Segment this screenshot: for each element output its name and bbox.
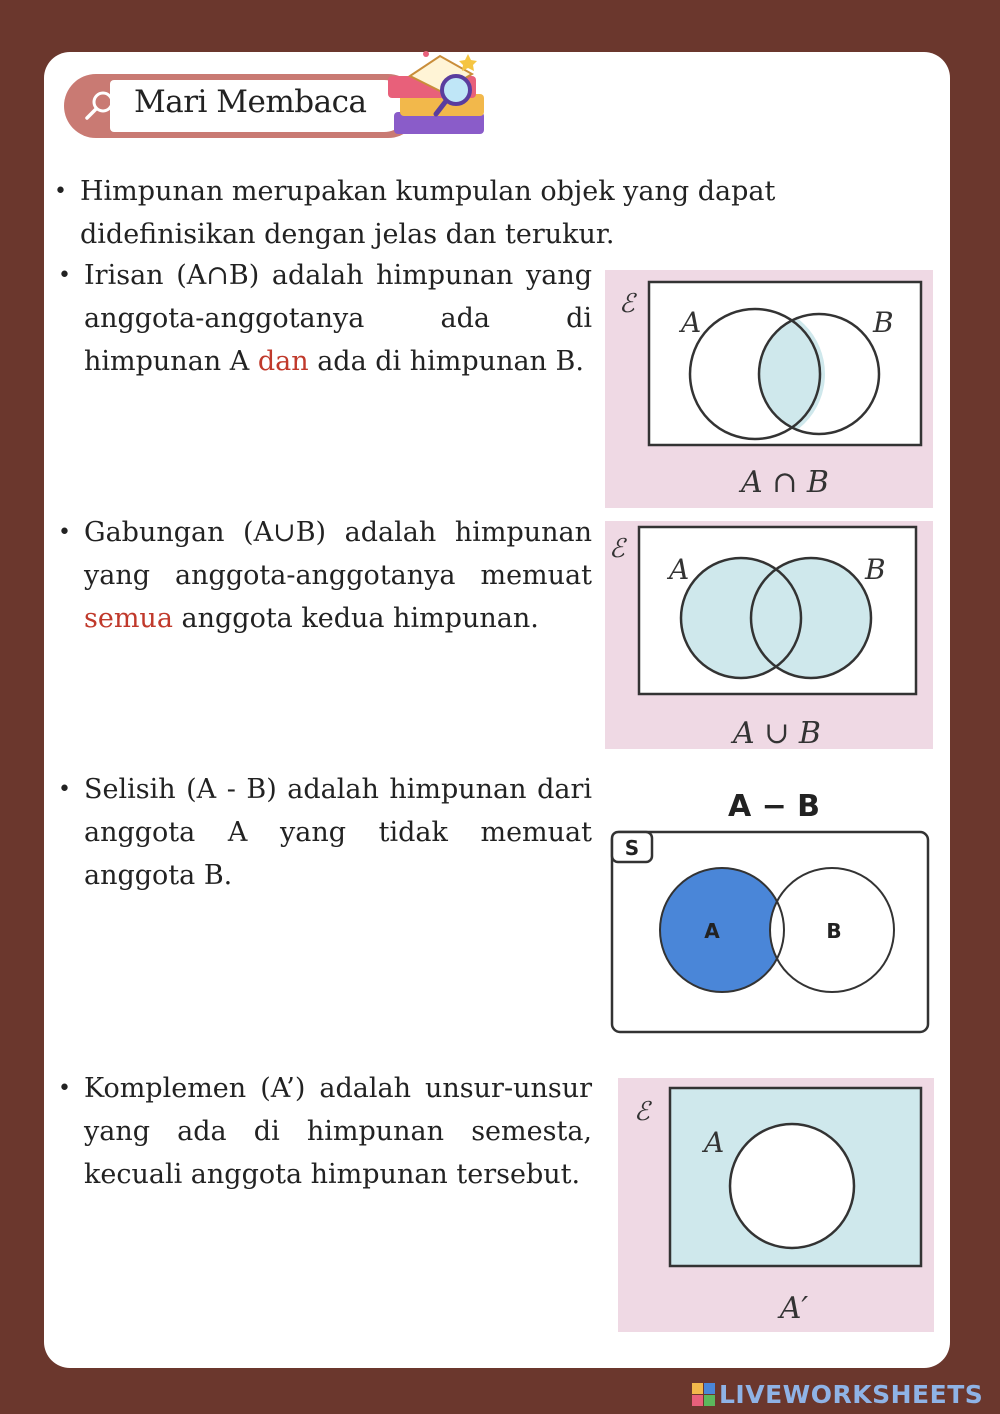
figure-caption: A ∩ B [741, 465, 829, 500]
liveworksheets-logo [692, 1383, 715, 1406]
komplemen-text: Komplemen (A’) adalah unsur-unsur yang ada di himpunan semesta, kecuali anggota himpunan tersebut. [84, 1073, 592, 1190]
gabungan-paragraph [58, 511, 592, 640]
komplemen-paragraph [58, 1067, 592, 1196]
selisih-text: Selisih (A - B) adalah himpunan dari anggota A yang tidak memuat anggota B. [84, 774, 592, 891]
universe-label: ℰ [634, 1097, 650, 1127]
selisih-paragraph [58, 768, 592, 897]
watermark-text: LIVEWORKSHEETS [719, 1380, 984, 1409]
bullet-dot: • [58, 520, 71, 545]
figure-title: A − B [727, 789, 821, 824]
label-a: A [704, 919, 720, 943]
selisih-diagram [606, 780, 934, 1040]
irisan-text-before: Irisan (A∩B) adalah himpunan yang anggota-anggotanya ada di himpunan A [84, 260, 592, 377]
universe-label: S [624, 836, 640, 860]
set-a-circle [730, 1124, 854, 1248]
irisan-diagram [605, 270, 933, 508]
gabungan-highlight: semua [84, 603, 173, 634]
irisan-paragraph [58, 254, 592, 383]
page-title: Mari Membaca [134, 84, 367, 120]
label-a: A [681, 306, 702, 339]
figure-caption: A ∪ B [733, 716, 821, 749]
irisan-text-after: ada di himpunan B. [308, 346, 584, 377]
bullet-dot: • [58, 777, 71, 802]
bullet-dot: • [58, 263, 71, 288]
intro-paragraph [54, 170, 940, 256]
label-a: A [669, 553, 690, 586]
label-b: B [826, 919, 842, 943]
magnifier-icon [80, 86, 120, 126]
intro-text: Himpunan merupakan kumpulan objek yang dapat didefinisikan dengan jelas dan terukur. [80, 176, 776, 250]
gabungan-text-after: anggota kedua himpunan. [172, 603, 539, 634]
komplemen-diagram [618, 1078, 934, 1332]
label-b: B [865, 553, 886, 586]
label-b: B [873, 306, 894, 339]
figure-caption: A′ [779, 1291, 809, 1326]
irisan-highlight: dan [257, 346, 309, 377]
label-a: A [704, 1126, 725, 1159]
gabungan-text-before: Gabungan (A∪B) adalah himpunan yang anggota-anggotanya memuat [84, 517, 592, 591]
universe-label: ℰ [609, 534, 625, 564]
books-icon [380, 46, 500, 156]
watermark[interactable] [692, 1380, 983, 1409]
bullet-dot: • [54, 179, 67, 204]
gabungan-diagram [605, 521, 933, 749]
universe-label: ℰ [619, 289, 635, 319]
bullet-dot: • [58, 1076, 71, 1101]
